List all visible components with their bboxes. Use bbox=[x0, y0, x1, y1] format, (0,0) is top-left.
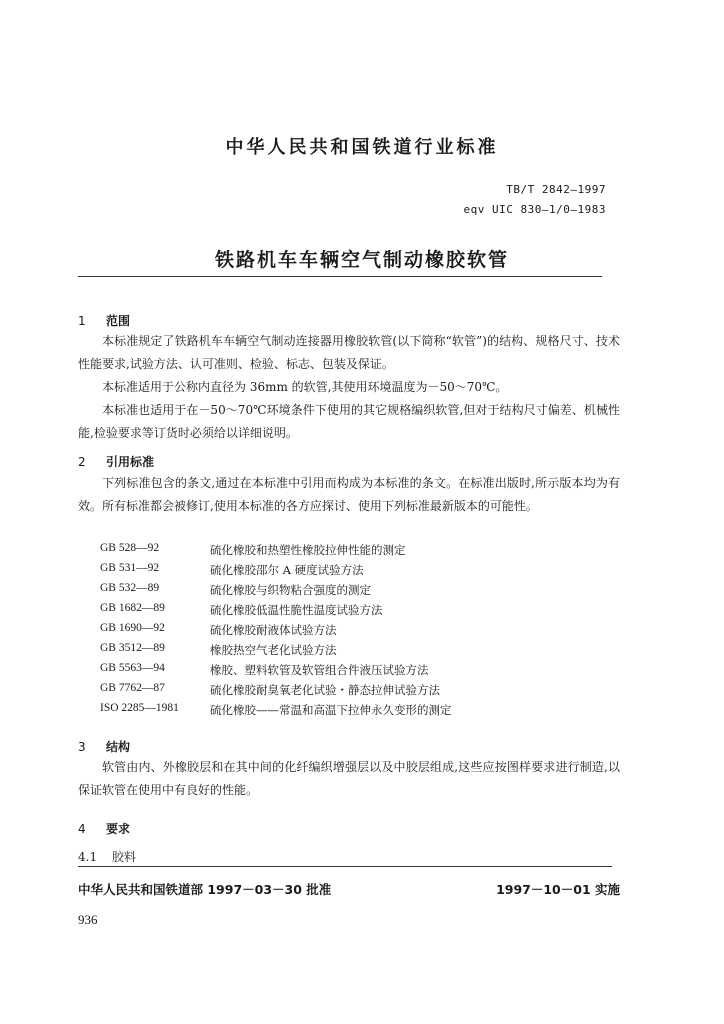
section-2-paragraph-1: 下列标准包含的条文,通过在本标准中引用而构成为本标准的条文。在标准出版时,所示版本均为有效。所有标准都会被修订,使用本标准的各方应探讨、使用下列标准最新版本的可能性。 bbox=[78, 476, 620, 513]
reference-title: 硫化橡胶——常温和高温下拉伸永久变形的测定 bbox=[210, 703, 452, 717]
reference-code: GB 7762—87 bbox=[100, 682, 165, 694]
issuing-authority-title: 中华人民共和国铁道行业标准 bbox=[225, 137, 499, 158]
footer-divider bbox=[78, 866, 612, 867]
subsection-4-1-heading bbox=[78, 848, 136, 865]
section-number: 3 bbox=[78, 740, 86, 754]
reference-code: GB 1682—89 bbox=[100, 602, 165, 614]
title-divider bbox=[78, 276, 602, 277]
section-1-heading bbox=[78, 312, 130, 329]
reference-code: GB 531—92 bbox=[100, 562, 160, 574]
reference-code: GB 3512—89 bbox=[100, 642, 165, 654]
reference-title: 硫化橡胶与织物粘合强度的测定 bbox=[210, 583, 371, 597]
section-title: 要求 bbox=[106, 822, 131, 836]
section-number: 2 bbox=[78, 455, 86, 469]
page-number: 936 bbox=[78, 912, 98, 927]
reference-title: 硫化橡胶耐臭氧老化试验・静态拉伸试验方法 bbox=[210, 683, 440, 697]
reference-code: GB 528—92 bbox=[100, 542, 160, 554]
section-3-heading bbox=[78, 738, 130, 755]
section-1-paragraph-1: 本标准规定了铁路机车车辆空气制动连接器用橡胶软管(以下简称“软管”)的结构、规格尺寸、技术性能要求,试验方法、认可准则、检验、标志、包装及保证。 bbox=[78, 334, 620, 371]
reference-code: GB 532—89 bbox=[100, 582, 160, 594]
reference-title: 橡胶、塑料软管及软管组合件液压试验方法 bbox=[210, 663, 429, 677]
section-4-heading bbox=[78, 820, 130, 837]
reference-title: 硫化橡胶和热塑性橡胶拉伸性能的测定 bbox=[210, 543, 406, 557]
approval-line: 中华人民共和国铁道部 1997－03－30 批准 bbox=[78, 882, 332, 897]
section-title: 结构 bbox=[106, 740, 131, 754]
section-number: 1 bbox=[78, 314, 86, 328]
section-number: 4 bbox=[78, 822, 86, 836]
section-3-paragraph-1: 软管由内、外橡胶层和在其中间的化纤编织增强层以及中胶层组成,这些应按图样要求进行制造,以保证软管在使用中有良好的性能。 bbox=[78, 760, 620, 797]
reference-code: ISO 2285—1981 bbox=[100, 702, 179, 714]
document-title: 铁路机车车辆空气制动橡胶软管 bbox=[214, 249, 509, 271]
reference-title: 橡胶热空气老化试验方法 bbox=[210, 643, 337, 657]
reference-title: 硫化橡胶邵尔 A 硬度试验方法 bbox=[210, 563, 364, 577]
effective-date: 1997－10－01 实施 bbox=[496, 882, 620, 897]
section-1-paragraph-2: 本标准适用于公称内直径为 36mm 的软管,其使用环境温度为－50～70℃。 bbox=[102, 380, 508, 394]
section-2-heading bbox=[78, 453, 154, 470]
reference-title: 硫化橡胶低温性脆性温度试验方法 bbox=[210, 603, 383, 617]
reference-code: GB 5563—94 bbox=[100, 662, 165, 674]
subsection-title: 胶料 bbox=[112, 850, 137, 864]
section-title: 引用标准 bbox=[106, 455, 155, 469]
equivalent-standard: eqv UIC 830—1/0—1983 bbox=[463, 203, 606, 216]
reference-code: GB 1690—92 bbox=[100, 622, 165, 634]
subsection-number: 4.1 bbox=[78, 850, 98, 864]
standard-code: TB/T 2842—1997 bbox=[506, 183, 606, 196]
reference-title: 硫化橡胶耐液体试验方法 bbox=[210, 623, 337, 637]
section-1-paragraph-3: 本标准也适用于在－50～70℃环境条件下使用的其它规格编织软管,但对于结构尺寸偏差、机械性能,检验要求等订货时必须给以详细说明。 bbox=[78, 403, 620, 440]
section-title: 范围 bbox=[106, 314, 131, 328]
